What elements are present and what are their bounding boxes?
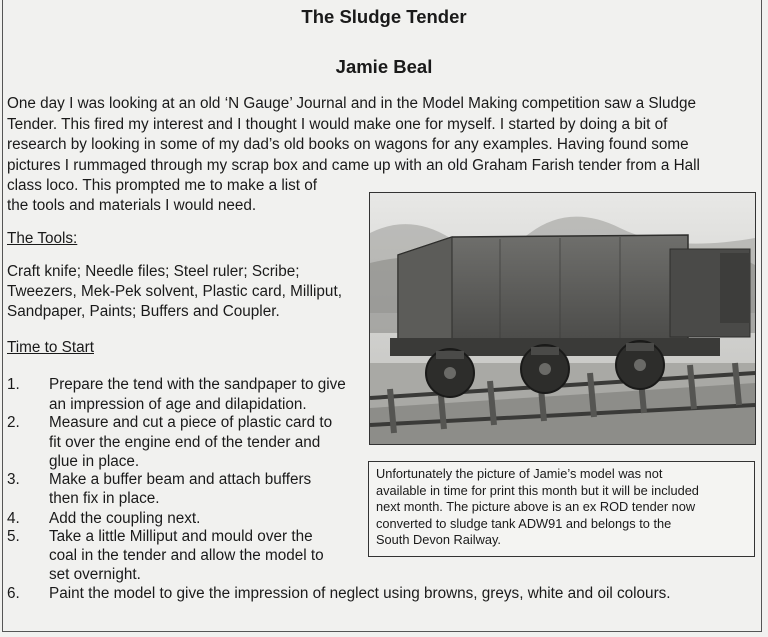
tools-heading: The Tools: [7, 230, 78, 247]
intro-line: pictures I rummaged through my scrap box and came up with an old Graham Farish tender from a Hall [7, 157, 700, 174]
step-number: 6. [7, 585, 20, 602]
step-text: then fix in place. [49, 490, 160, 507]
step-text: fit over the engine end of the tender and [49, 434, 321, 451]
sludge-tender-illustration [370, 193, 755, 444]
tools-line: Tweezers, Mek-Pek solvent, Plastic card, Milliput, [7, 283, 342, 300]
intro-line: One day I was looking at an old ‘N Gauge’ Journal and in the Model Making competition saw a Sludge [7, 95, 697, 112]
photo-caption: Unfortunately the picture of Jamie’s model was not available in time for print this month but it will be included next month. The picture above is an ex ROD tender now converted to sludge tank ADW91 and belongs to the South Devon Railway. [376, 466, 699, 548]
step-text: coal in the tender and allow the model to [49, 547, 324, 564]
article-author: Jamie Beal [335, 56, 433, 77]
step-text: Measure and cut a piece of plastic card to [49, 414, 333, 431]
step-text: glue in place. [49, 453, 140, 470]
intro-line: research by looking in some of my dad’s old books on wagons for any examples. Having found some [7, 136, 689, 153]
step-text: an impression of age and dilapidation. [49, 396, 307, 413]
photo-caption-box [368, 461, 755, 557]
step-text: Make a buffer beam and attach buffers [49, 471, 312, 488]
step-number: 1. [7, 376, 20, 393]
tools-line: Craft knife; Needle files; Steel ruler; Scribe; [7, 263, 300, 280]
step-text: set overnight. [49, 566, 141, 583]
step-number: 5. [7, 528, 20, 545]
step-text: Paint the model to give the impression of neglect using browns, greys, white and oil colours. [49, 585, 671, 602]
tender-photo [369, 192, 756, 445]
article-title: The Sludge Tender [301, 6, 467, 27]
intro-line: the tools and materials I would need. [7, 197, 257, 214]
intro-line: Tender. This fired my interest and I thought I would make one for myself. I started by doing a bit of [7, 116, 668, 133]
step-text: Add the coupling next. [49, 510, 201, 527]
step-text: Prepare the tend with the sandpaper to give [49, 376, 346, 393]
step-number: 3. [7, 471, 20, 488]
tools-line: Sandpaper, Paints; Buffers and Coupler. [7, 303, 280, 320]
intro-line: class loco. This prompted me to make a list of [7, 177, 318, 194]
step-number: 4. [7, 510, 20, 527]
step-text: Take a little Milliput and mould over the [49, 528, 313, 545]
step-number: 2. [7, 414, 20, 431]
time-to-start-heading: Time to Start [7, 339, 94, 356]
